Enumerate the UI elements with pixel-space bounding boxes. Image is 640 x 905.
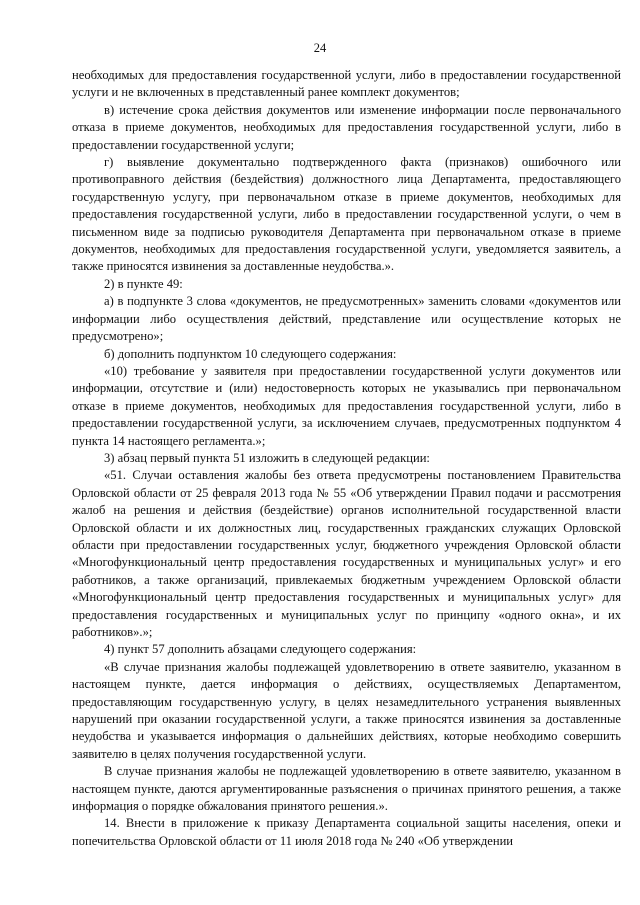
paragraph: 2) в пункте 49: [104,276,183,291]
document-body [72,67,621,850]
page-number: 24 [313,41,327,55]
paragraph: б) дополнить подпунктом 10 следующего содержания: [104,346,397,361]
paragraph: а) в подпункте 3 слова «документов, не предусмотренных» заменить словами «документов или информации либо осуществления действий, представление или осуществление которых не предусмотрено»; [72,294,621,344]
paragraph: 4) пункт 57 дополнить абзацами следующего содержания: [104,642,417,657]
paragraph: 3) абзац первый пункта 51 изложить в следующей редакции: [104,450,430,465]
paragraph: «51. Случаи оставления жалобы без ответа предусмотрены постановлением Правительства Орловской области от 25 февраля 2013 года № 55 «Об утверждении Правил подачи и рассмотрения жалоб на решения и действия (бездействие) органов исполнительной государственной власти Орловской области и их должностных лиц, государственных гражданских служащих Орловской области при предоставлении государственных услуг, бюджетного учреждения Орловской области «Многофункциональный центр предоставления государственных и муниципальных услуг» и его работников, а также организаций, привлекаемых бюджетным учреждением Орловской области «Многофункциональный центр предоставления государственных и муниципальных услуг» для предоставления государственных и муниципальных услуг по принципу «одного окна», и их работников».»; [72,468,621,639]
paragraph: «10) требование у заявителя при предоставлении государственной услуги документов или информации, отсутствие и (или) недостоверность которых не указывались при первоначальном отказе в приеме документов, необходимых для предоставления государственной услуги, либо в предоставлении государственной услуги, за исключением случаев, предусмотренных подпунктом 4 пункта 14 настоящего регламента.»; [72,363,621,448]
paragraph: 14. Внести в приложение к приказу Департамента социальной защиты населения, опеки и попечительства Орловской области от 11 июля 2018 года № 240 «Об утверждении [72,816,621,848]
paragraph: В случае признания жалобы не подлежащей удовлетворению в ответе заявителю, указанном в настоящем пункте, даются аргументированные разъяснения о причинах принятого решения, а также информация о порядке обжалования принятого решения.». [72,764,621,814]
paragraph: «В случае признания жалобы подлежащей удовлетворению в ответе заявителю, указанном в настоящем пункте, дается информация о действиях, осуществляемых Департаментом, предоставляющим государственную услугу, в целях незамедлительного устранения выявленных нарушений при оказании государственной услуги, а также приносятся извинения за доставленные неудобства и указывается информация о дальнейших действиях, которые необходимо совершить заявителю в целях получения государственной услуги. [72,659,621,761]
paragraph: в) истечение срока действия документов или изменение информации после первоначального отказа в приеме документов, необходимых для предоставления государственной услуги, либо в предоставлении государственной услуги; [72,102,621,152]
paragraph: необходимых для предоставления государственной услуги, либо в предоставлении государственной услуги и не включенных в представленный ранее комплект документов; [72,68,621,100]
paragraph: г) выявление документально подтвержденного факта (признаков) ошибочного или противоправного действия (бездействия) должностного лица Департамента, предоставляющего государственную услугу, при первоначальном отказе в приеме документов, необходимых для предоставления государственной услуги, либо в предоставлении государственной услуги, о чем в письменном виде за подписью руководителя Департамента при первоначальном отказе в приеме документов, необходимых для предоставления государственной услуги, уведомляется заявитель, а также приносятся извинения за доставленные неудобства.». [72,155,621,274]
